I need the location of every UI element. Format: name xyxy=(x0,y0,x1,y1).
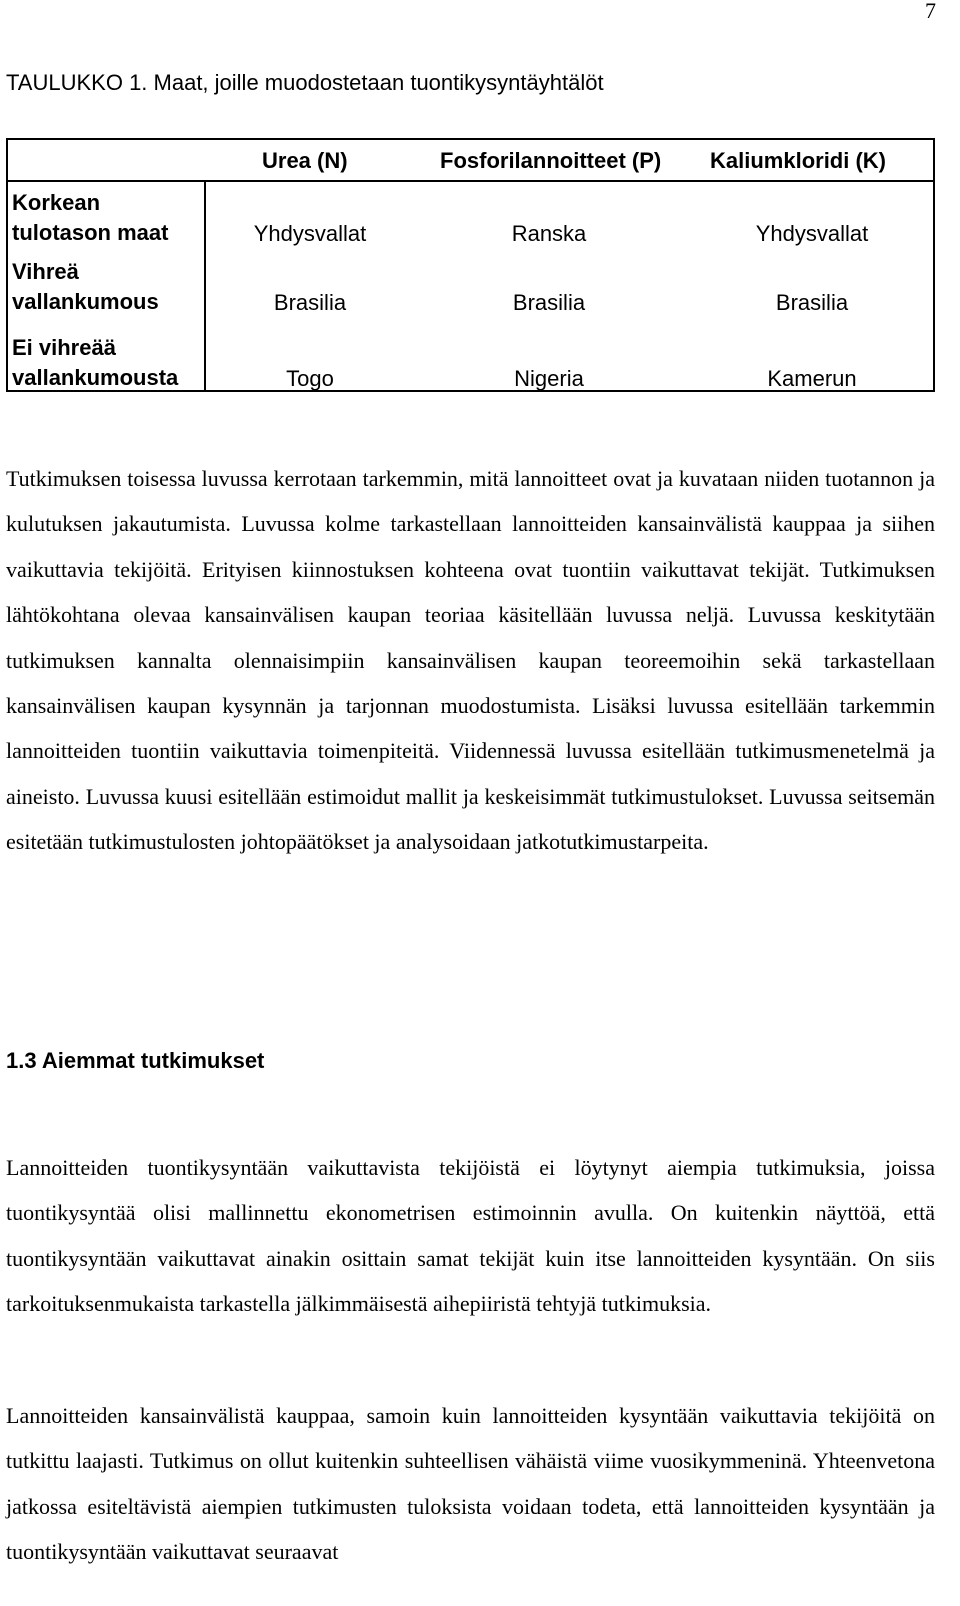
row-label-line: vallankumous xyxy=(12,289,159,314)
row-label-green-revolution xyxy=(12,257,159,317)
paragraph-trade-research: Lannoitteiden kansainvälistä kauppaa, samoin kuin lannoitteiden kysyntään vaikuttavia tekijöitä on tutkittu laajasti. Tutkimus on ollut kuitenkin suhteellisen vähäistä viime vuosikymmeninä. Yhteenvetona jatkossa esiteltävistä aiempien tutkimusten tuloksista voidaan todeta, että lannoitteiden kysyntään ja tuontikysyntään vaikuttavat seuraavat xyxy=(6,1403,935,1565)
table-cell: Nigeria xyxy=(514,366,584,391)
column-header-potassium: Kaliumkloridi (K) xyxy=(710,148,887,173)
column-header-urea: Urea (N) xyxy=(262,148,348,173)
row-label-line: Korkean xyxy=(12,190,101,215)
row-label-line: tulotason maat xyxy=(12,220,169,245)
row-label-line: Ei vihreää xyxy=(12,335,116,360)
paragraph-previous-research: Lannoitteiden tuontikysyntään vaikuttavista tekijöistä ei löytynyt aiempia tutkimuksia, joissa tuontikysyntää olisi mallinnettu ekonometrisen estimoinnin avulla. On kuitenkin näyttöä, että tuontikysyntään vaikuttavat ainakin osittain samat tekijät kuin itse lannoitteiden kysyntään. On siis tarkoituksenmukaista tarkastella jälkimmäisestä aihepiiristä tehtyjä tutkimuksia. xyxy=(6,1155,935,1317)
row-label-no-green-revolution xyxy=(12,333,178,393)
row-label-line: Vihreä xyxy=(12,259,79,284)
table-label-divider xyxy=(204,180,206,390)
table-cell: Brasilia xyxy=(273,290,347,315)
page-number: 7 xyxy=(925,0,936,23)
country-table xyxy=(6,138,935,392)
paragraph-chapter-overview: Tutkimuksen toisessa luvussa kerrotaan tarkemmin, mitä lannoitteet ovat ja kuvataan niiden tuotannon ja kulutuksen jakautumista. Luvussa kolme tarkastellaan lannoitteiden kansainvälistä kauppaa ja siihen vaikuttavia tekijöitä. Erityisen kiinnostuksen kohteena ovat tuontiin vaikuttavat tekijät. Tutkimuksen lähtökohtana olevaa kansainvälisen kaupan teoriaa käsitellään luvussa neljä. Luvussa keskitytään tutkimuksen kannalta olennaisimpiin kansainvälisen kaupan teoreemoihin sekä tarkastellaan kansainvälisen kaupan kysynnän ja tarjonnan muodostumista. Lisäksi luvussa esitellään tarkemmin lannoitteiden tuontiin vaikuttavia toimenpiteitä. Viidennessä luvussa esitellään tutkimusmenetelmä ja aineisto. Luvussa kuusi esitellään estimoidut mallit ja keskeisimmät tutkimustulokset. Luvussa seitsemän esitetään tutkimustulosten johtopäätökset ja analysoidaan jatkotutkimustarpeita. xyxy=(6,466,935,855)
table-cell: Yhdysvallat xyxy=(253,221,367,246)
table-caption: TAULUKKO 1. Maat, joille muodostetaan tuontikysyntäyhtälöt xyxy=(6,70,604,95)
row-label-line: vallankumousta xyxy=(12,365,179,390)
table-cell: Brasilia xyxy=(512,290,586,315)
table-cell: Ranska xyxy=(511,221,587,246)
row-label-high-income xyxy=(12,188,168,248)
column-header-phosphorus: Fosforilannoitteet (P) xyxy=(440,148,662,173)
table-cell: Yhdysvallat xyxy=(755,221,869,246)
table-cell: Togo xyxy=(286,366,334,391)
table-header-divider xyxy=(8,180,933,182)
section-heading: 1.3 Aiemmat tutkimukset xyxy=(6,1048,265,1073)
table-cell: Brasilia xyxy=(775,290,849,315)
table-cell: Kamerun xyxy=(767,366,857,391)
